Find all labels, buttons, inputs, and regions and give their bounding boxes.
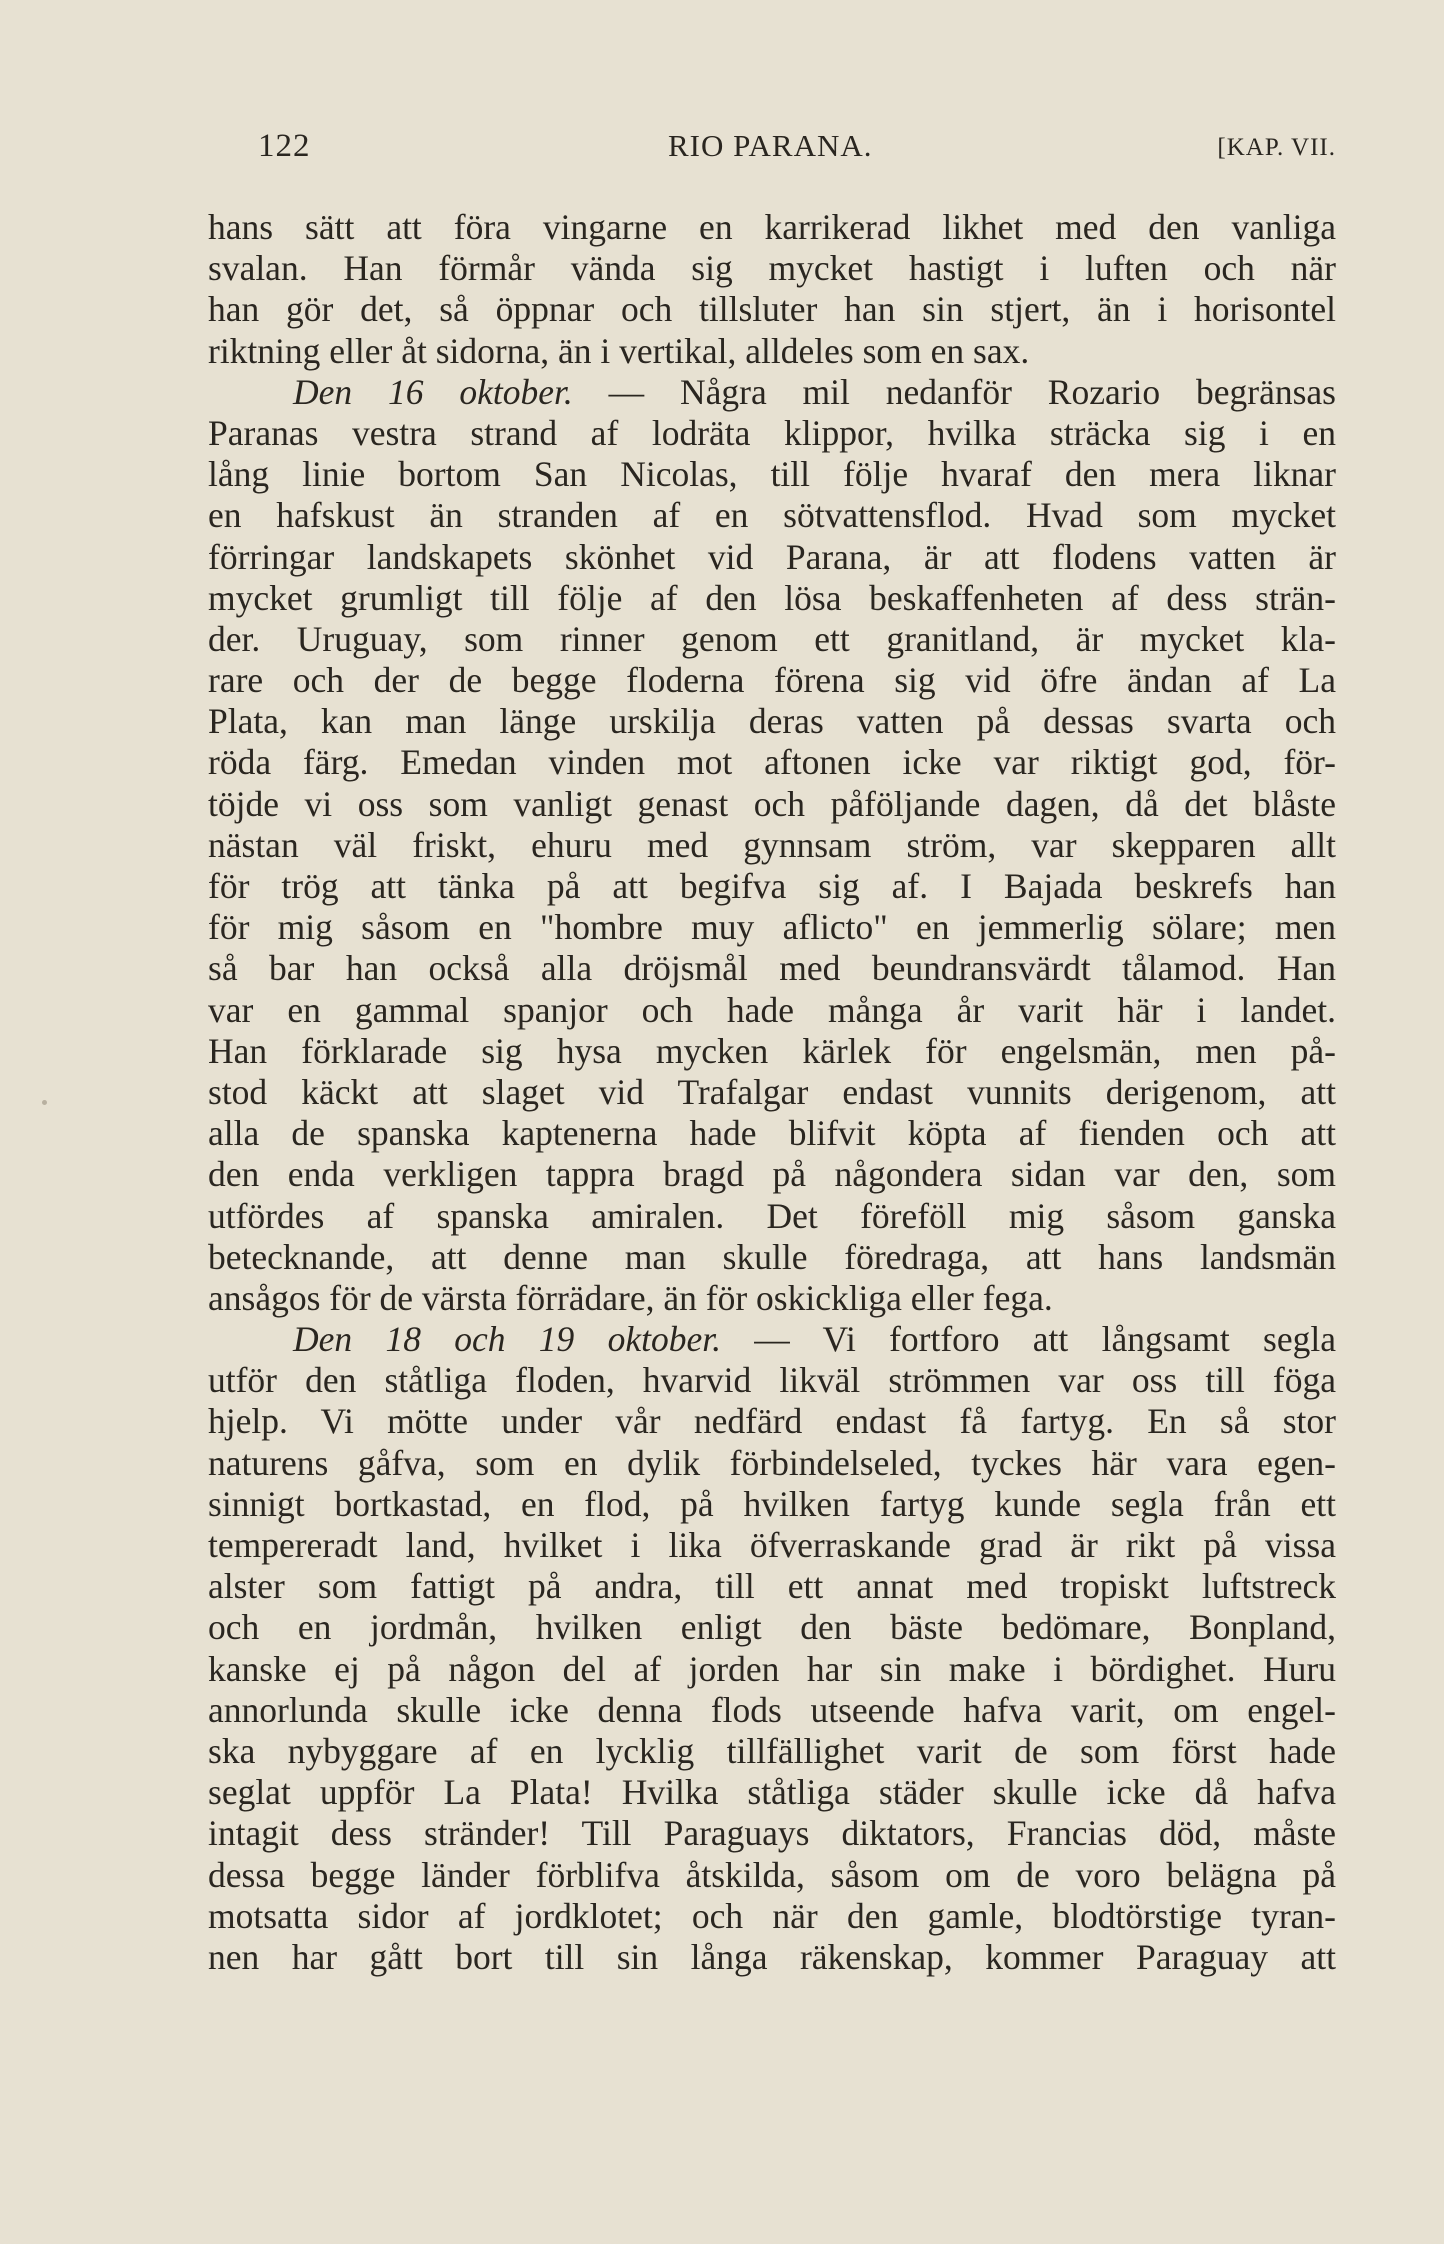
text-line — [208, 1196, 1336, 1237]
line-text: han gör det, så öppnar och tillsluter han sin stjert, än i horisontel — [208, 289, 1336, 330]
line-text: riktning eller åt sidorna, än i vertikal, alldeles som en sax. — [208, 330, 1030, 371]
line-text: — Några mil nedanför Rozario begränsas — [572, 371, 1336, 412]
line-text: annorlunda skulle icke denna flods utseende hafva varit, om engel- — [208, 1689, 1336, 1730]
text-line — [208, 1031, 1336, 1072]
line-text: tempereradt land, hvilket i lika öfverraskande grad är rikt på vissa — [208, 1525, 1336, 1565]
text-line — [208, 1607, 1336, 1648]
text-line — [208, 331, 1336, 372]
line-text: intagit dess stränder! Till Paraguays diktators, Francias död, måste — [208, 1813, 1336, 1854]
text-line — [208, 701, 1336, 742]
line-text: var en gammal spanjor och hade många år varit här i landet. — [208, 989, 1336, 1030]
page-number: 122 — [258, 128, 311, 164]
date-heading: Den 16 oktober. — [293, 371, 573, 412]
line-text: Han förklarade sig hysa mycken kärlek för engelsmän, men på- — [208, 1030, 1336, 1071]
text-line — [208, 372, 1336, 413]
text-line — [208, 413, 1336, 454]
line-text: rare och der de begge floderna förena sig vid öfre ändan af La — [208, 660, 1336, 701]
line-text: ansågos för de värsta förrädare, än för oskickliga eller fega. — [208, 1277, 1053, 1318]
text-line — [208, 289, 1336, 330]
text-line — [208, 1855, 1336, 1896]
text-line — [208, 1937, 1336, 1978]
line-text: en hafskust än stranden af en sötvattensflod. Hvad som mycket — [208, 495, 1336, 536]
text-line — [208, 1772, 1336, 1813]
line-text: nen har gått bort till sin långa räkenskap, kommer Paraguay att — [208, 1936, 1336, 1977]
text-line — [208, 1443, 1336, 1484]
text-line — [208, 1566, 1336, 1607]
text-line — [208, 907, 1336, 948]
line-text: röda färg. Emedan vinden mot aftonen icke var riktigt god, för- — [208, 742, 1336, 783]
text-line — [208, 1154, 1336, 1195]
text-line — [208, 1278, 1336, 1319]
line-text: töjde vi oss som vanligt genast och påföljande dagen, då det blåste — [208, 783, 1336, 824]
date-heading: Den 18 och 19 oktober. — [293, 1319, 721, 1360]
line-text: stod käckt att slaget vid Trafalgar endast vunnits derigenom, att — [208, 1071, 1336, 1112]
line-text: nästan väl friskt, ehuru med gynnsam ström, var skepparen allt — [208, 824, 1336, 865]
text-line — [208, 990, 1336, 1031]
line-text: ska nybyggare af en lycklig tillfällighet varit de som först hade — [208, 1730, 1336, 1771]
line-text: Paranas vestra strand af lodräta klippor, hvilka sträcka sig i en — [208, 412, 1336, 453]
line-text: alster som fattigt på andra, till ett annat med tropiskt luftstreck — [208, 1566, 1336, 1607]
body-text — [208, 207, 1336, 1978]
line-text: seglat uppför La Plata! Hvilka ståtliga städer skulle icke då hafva — [208, 1772, 1336, 1813]
text-line — [208, 866, 1336, 907]
line-text: så bar han också alla dröjsmål med beundransvärdt tålamod. Han — [208, 948, 1336, 989]
text-line — [208, 660, 1336, 701]
text-line — [208, 1401, 1336, 1442]
text-line — [208, 825, 1336, 866]
text-line — [208, 578, 1336, 619]
text-line — [208, 948, 1336, 989]
text-line — [208, 537, 1336, 578]
line-text: hjelp. Vi mötte under vår nedfärd endast få fartyg. En så stor — [208, 1401, 1336, 1442]
line-text: betecknande, att denne man skulle föredraga, att hans landsmän — [208, 1236, 1336, 1277]
line-text: svalan. Han förmår vända sig mycket hastigt i luften och när — [208, 248, 1336, 289]
text-line — [208, 619, 1336, 660]
line-text: den enda verkligen tappra bragd på någondera sidan var den, som — [208, 1154, 1336, 1195]
text-line — [208, 742, 1336, 783]
line-text: dessa begge länder förblifva åtskilda, såsom om de voro belägna på — [208, 1854, 1336, 1895]
text-line — [208, 1813, 1336, 1854]
line-text: för trög att tänka på att begifva sig af. I Bajada beskrefs han — [208, 866, 1336, 906]
text-line — [208, 1525, 1336, 1566]
text-line — [208, 454, 1336, 495]
text-line — [208, 1896, 1336, 1937]
line-text: hans sätt att föra vingarne en karrikerad likhet med den vanliga — [208, 207, 1336, 247]
running-title: RIO PARANA. — [668, 128, 873, 163]
line-text: förringar landskapets skönhet vid Parana, är att flodens vatten är — [208, 536, 1336, 577]
text-line — [208, 248, 1336, 289]
line-text: Plata, kan man länge urskilja deras vatten på dessas svarta och — [208, 701, 1336, 742]
text-line — [208, 207, 1336, 248]
line-text: lång linie bortom San Nicolas, till följe hvaraf den mera liknar — [208, 454, 1336, 495]
text-line — [208, 495, 1336, 536]
page-header — [208, 128, 1336, 178]
line-text: sinnigt bortkastad, en flod, på hvilken fartyg kunde segla från ett — [208, 1483, 1336, 1524]
text-line — [208, 1360, 1336, 1401]
line-text: motsatta sidor af jordklotet; och när den gamle, blodtörstige tyran- — [208, 1895, 1336, 1936]
chapter-marker: [KAP. VII. — [1217, 134, 1336, 161]
line-text: naturens gåfva, som en dylik förbindelseled, tyckes här vara egen- — [208, 1442, 1336, 1483]
text-line — [208, 1690, 1336, 1731]
text-line — [208, 1237, 1336, 1278]
text-line — [208, 1731, 1336, 1772]
text-line — [208, 1649, 1336, 1690]
text-line — [208, 1113, 1336, 1154]
line-text: för mig såsom en "hombre muy aflicto" en jemmerlig sölare; men — [208, 907, 1336, 948]
line-text: utför den ståtliga floden, hvarvid likväl strömmen var oss till föga — [208, 1360, 1336, 1401]
text-line — [208, 1072, 1336, 1113]
text-line — [208, 1484, 1336, 1525]
line-text: kanske ej på någon del af jorden har sin make i bördighet. Huru — [208, 1648, 1336, 1689]
line-text: mycket grumligt till följe af den lösa beskaffenheten af dess strän- — [208, 577, 1336, 618]
line-text: utfördes af spanska amiralen. Det föreföll mig såsom ganska — [208, 1195, 1336, 1236]
line-text: — Vi fortforo att långsamt segla — [720, 1319, 1336, 1360]
text-line — [208, 784, 1336, 825]
line-text: alla de spanska kaptenerna hade blifvit köpta af fienden och att — [208, 1113, 1336, 1154]
text-line — [208, 1319, 1336, 1360]
line-text: och en jordmån, hvilken enligt den bäste bedömare, Bonpland, — [208, 1607, 1336, 1648]
paper-speck — [42, 1100, 47, 1105]
line-text: der. Uruguay, som rinner genom ett granitland, är mycket kla- — [208, 618, 1336, 659]
